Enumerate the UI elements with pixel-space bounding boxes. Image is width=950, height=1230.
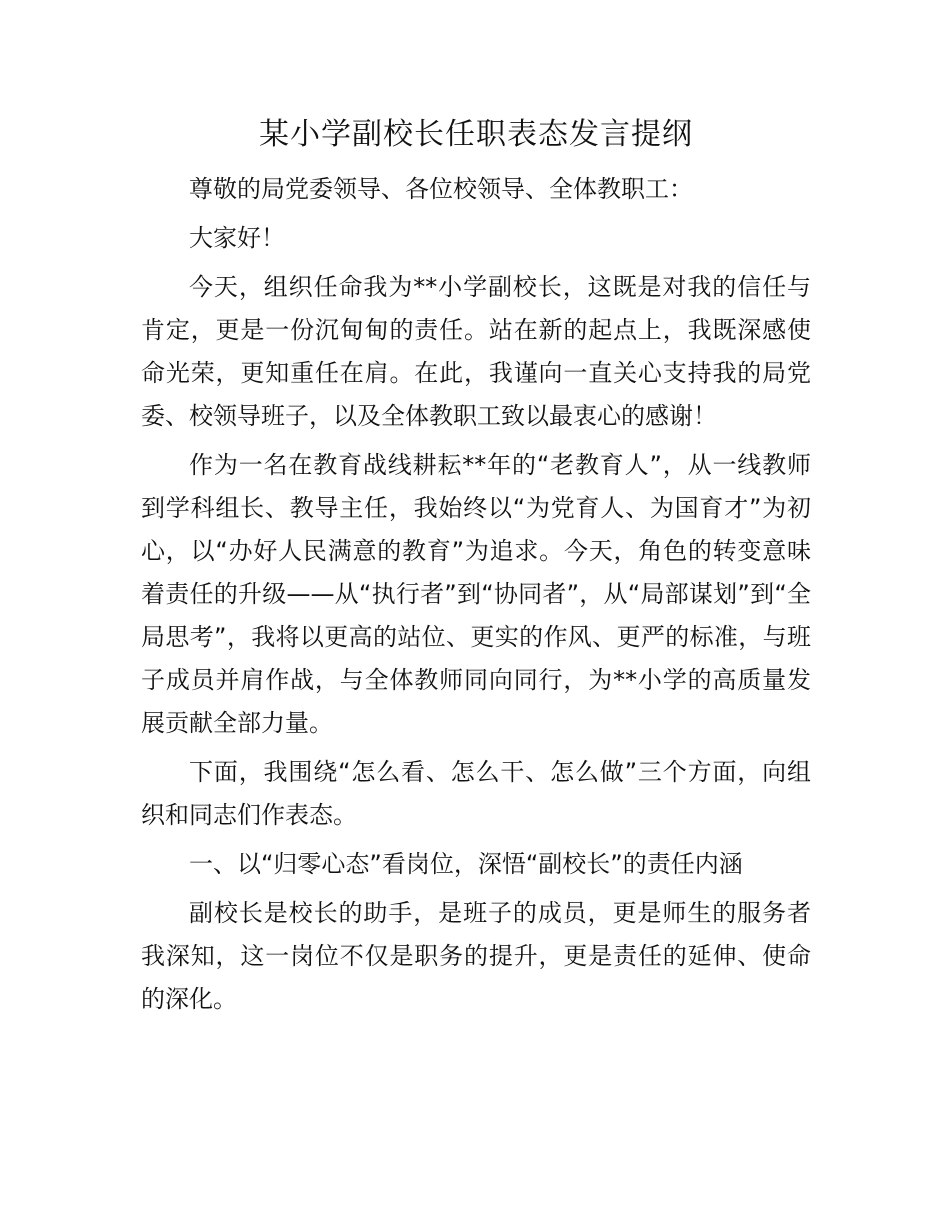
greeting: 大家好！ — [189, 224, 285, 252]
section-heading-1: 一、以“归零心态”看岗位，深悟“副校长”的责任内涵 — [189, 850, 743, 878]
salutation: 尊敬的局党委领导、各位校领导、全体教职工： — [189, 175, 693, 203]
paragraph-appointment: 今天，组织任命我为**小学副校长，这既是对我的信任与肯定，更是一份沉甸甸的责任。站在新的起点上，我既深感使命光荣，更知重任在肩。在此，我谨向一直关心支持我的局党委、校领导班子，以及全体教职工致以最衷心的感谢！ — [141, 273, 811, 430]
paragraph-outline-intro: 下面，我围绕“怎么看、怎么干、怎么做”三个方面，向组织和同志们作表态。 — [141, 758, 811, 829]
paragraph-background: 作为一名在教育战线耕耘**年的“老教育人”，从一线教师到学科组长、教导主任，我始终以“为党育人、为国育才”为初心，以“办好人民满意的教育”为追求。今天，角色的转变意味着责任的升级——从“执行者”到“协同者”，从“局部谋划”到“全局思考”，我将以更高的站位、更实的作风、更严的标准，与班子成员并肩作战，与全体教师同向同行，为**小学的高质量发展贡献全部力量。 — [141, 451, 811, 737]
document-title: 某小学副校长任职表态发言提纲 — [259, 117, 693, 152]
document-body — [141, 112, 811, 1027]
paragraph-role: 副校长是校长的助手，是班子的成员，更是师生的服务者我深知，这一岗位不仅是职务的提升，更是责任的延伸、使命的深化。 — [141, 899, 811, 1013]
